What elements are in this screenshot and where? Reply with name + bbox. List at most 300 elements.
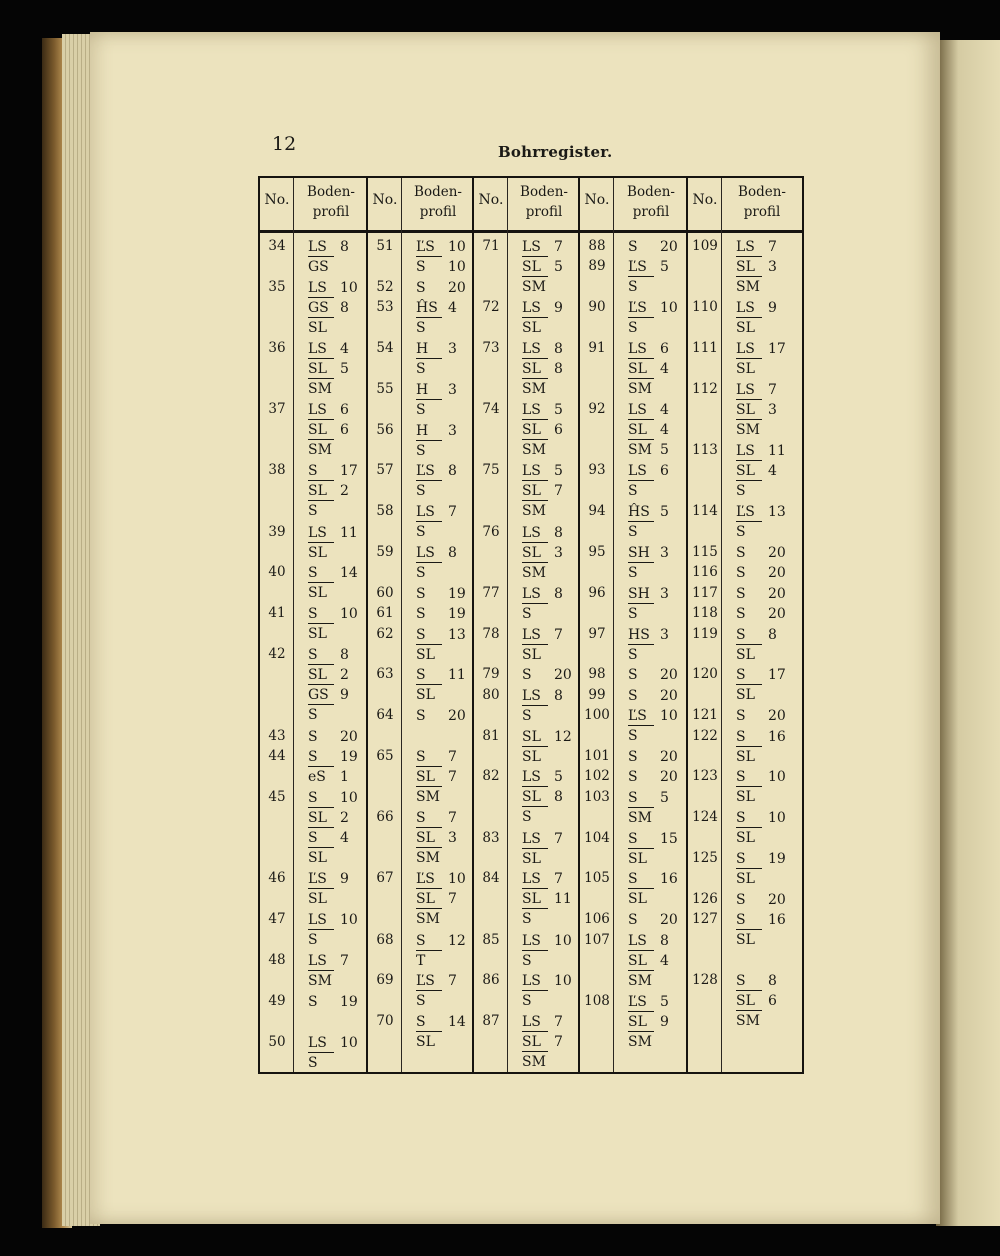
profile-layer [416,400,457,420]
profile-layer [416,931,466,951]
layer-soil-code: SL [736,646,755,663]
layer-depth: 12 [554,728,572,745]
layer-soil-code: S [736,850,762,869]
layer-soil-code: eS [308,769,326,785]
layer-soil-code: SL [308,809,334,828]
profile-layer [736,359,786,379]
profile-layer [736,257,777,277]
soil-profile [628,767,678,787]
layer-depth: 4 [768,463,777,479]
layer-soil-code: SL [522,320,541,337]
layer-soil-code: SM [522,564,546,581]
profile-layer [628,869,678,889]
soil-profile [522,686,563,726]
profile-layer [308,665,349,685]
layer-depth: 10 [340,279,358,296]
soil-profile [522,1012,563,1072]
borehole-number: 90 [588,299,606,316]
profile-layer [308,543,358,563]
borehole-number: 86 [482,972,500,989]
layer-soil-code: S [628,830,654,849]
profile-layer [522,318,563,338]
layer-soil-code: S [416,585,426,602]
layer-soil-code: S [308,1054,318,1071]
soil-profile [628,788,669,828]
layer-soil-code: SL [628,1013,654,1032]
profile-layer [628,318,678,338]
profile-layer [736,298,777,318]
soil-profile [522,339,563,399]
soil-profile [522,869,572,929]
layer-soil-code: SL [522,890,548,909]
layer-soil-code: LS [522,626,548,645]
profile-layer [416,441,457,461]
profile-layer [628,257,669,277]
soil-profile [628,298,678,338]
borehole-number: 81 [482,727,500,744]
soil-profile [308,727,358,747]
profile-layer [522,523,563,543]
borehole-number: 60 [376,584,394,601]
layer-soil-code: S [628,320,638,337]
soil-profile [308,645,349,725]
profile-layer [416,889,466,909]
profile-layer [308,951,349,971]
layer-soil-code: LS [736,238,762,257]
soil-profile [628,829,678,869]
borehole-number: 88 [588,238,606,254]
profile-layer [736,441,786,461]
profile-layer [736,747,786,767]
borehole-number: 63 [376,666,394,683]
layer-depth: 8 [340,239,349,255]
layer-soil-code: LS [308,524,334,543]
soil-profile [308,951,349,991]
layer-soil-code: LS [308,952,334,971]
profile-layer [736,625,777,645]
layer-depth: 16 [768,912,786,929]
layer-depth: 7 [340,953,349,969]
layer-soil-code: SL [522,646,541,663]
layer-depth: 17 [340,463,358,480]
profile-layer [522,807,563,827]
profile-layer [522,706,563,726]
profile-layer [416,1032,466,1052]
profile-layer [308,930,358,950]
layer-soil-code: ĤS [628,503,654,522]
profile-layer [522,1052,563,1072]
layer-soil-code: SL [736,361,755,377]
borehole-number: 62 [376,625,394,642]
profile-layer [308,1053,358,1073]
profile-layer [628,726,678,746]
soil-profile [628,625,669,665]
borehole-number: 103 [584,788,610,805]
profile-layer [736,584,786,604]
borehole-number: 58 [376,503,394,520]
soil-profile [736,237,777,297]
header-bodenprofil: Boden- profil [414,184,462,220]
soil-profile [628,237,678,257]
layer-depth: 10 [768,810,786,827]
soil-profile [308,604,358,644]
layer-soil-code: S [628,667,638,684]
bohrregister-table [258,176,804,1074]
layer-depth: 5 [340,361,349,377]
soil-profile [416,706,466,726]
borehole-number: 38 [268,462,286,479]
profile-layer [628,359,669,379]
soil-profile [628,400,669,460]
layer-soil-code: S [416,932,442,951]
header-no: No. [478,192,504,208]
profile-layer [416,584,466,604]
layer-depth: 6 [340,422,349,439]
profile-layer [416,747,457,767]
profile-layer [416,237,466,257]
profile-layer [308,523,358,543]
profile-layer [736,849,786,869]
profile-layer [308,992,358,1012]
header-bodenprofil: Boden- profil [627,184,675,220]
soil-profile [308,788,358,868]
layer-depth: 5 [554,402,563,419]
layer-depth: 20 [768,545,786,561]
profile-layer [308,828,358,848]
borehole-number: 119 [692,625,718,642]
layer-soil-code: S [628,728,638,745]
profile-layer [628,502,669,522]
soil-profile [736,441,786,501]
layer-soil-code: S [522,911,532,928]
borehole-number: 121 [692,707,718,724]
profile-layer [522,767,563,787]
profile-layer [522,869,572,889]
profile-layer [736,706,786,726]
layer-depth: 20 [448,708,466,725]
borehole-number: 69 [376,972,394,989]
borehole-number: 99 [588,686,606,703]
profile-layer [522,829,563,849]
profile-layer [308,971,349,991]
profile-layer [522,604,563,624]
layer-depth: 2 [340,483,349,500]
borehole-number: 126 [692,890,718,907]
profile-layer [416,787,457,807]
borehole-number: 53 [376,299,394,316]
soil-profile [628,686,678,706]
layer-soil-code: S [736,728,762,747]
borehole-number: 43 [268,727,286,744]
layer-soil-code: S [416,401,426,418]
borehole-number: 50 [268,1033,286,1050]
profile-layer [416,339,457,359]
profile-layer [522,339,563,359]
layer-soil-code: SL [736,992,762,1011]
layer-soil-code: LS [522,932,548,951]
layer-soil-code: SL [308,319,327,336]
profile-layer [416,869,466,889]
layer-depth: 5 [554,769,563,786]
layer-soil-code: SL [416,829,442,848]
borehole-number: 46 [268,870,286,887]
soil-profile [736,380,777,440]
layer-soil-code: LS [522,830,548,849]
profile-layer [736,563,786,583]
layer-depth: 9 [768,300,777,317]
layer-soil-code: S [308,829,334,848]
profile-layer [308,420,349,440]
layer-soil-code: T [416,952,426,969]
layer-soil-code: LS [736,340,762,359]
profile-layer [736,685,786,705]
soil-profile [308,461,358,521]
layer-soil-code: S [628,524,638,541]
layer-depth: 8 [660,932,669,949]
soil-profile [416,931,466,971]
layer-depth: 10 [448,259,466,275]
profile-layer [416,828,457,848]
profile-layer [628,951,669,971]
soil-profile [416,665,466,705]
layer-depth: 15 [660,830,678,847]
layer-depth: 1 [340,769,349,785]
profile-layer [522,971,572,991]
layer-depth: 20 [768,585,786,602]
soil-profile [416,604,466,624]
layer-soil-code: SL [416,1034,435,1051]
layer-depth: 20 [768,708,786,725]
borehole-number: 106 [584,911,610,928]
layer-soil-code: S [628,912,638,929]
borehole-number: 128 [692,972,718,989]
profile-layer [522,420,563,440]
layer-soil-code: LS [628,462,654,481]
layer-depth: 20 [660,687,678,704]
layer-soil-code: S [736,911,762,930]
layer-depth: 19 [340,993,358,1010]
layer-soil-code: SL [522,850,541,867]
borehole-number: 114 [692,503,718,520]
profile-layer [736,339,786,359]
borehole-number: 74 [482,401,500,418]
soil-profile [736,298,777,338]
layer-depth: 16 [660,871,678,888]
profile-layer [736,665,786,685]
layer-soil-code: S [736,891,746,908]
soil-profile [416,237,466,277]
profile-layer [308,910,358,930]
layer-depth: 8 [340,647,349,663]
profile-layer [628,1032,669,1052]
layer-soil-code: SL [522,360,548,379]
soil-profile [736,502,786,542]
profile-layer [308,237,349,257]
layer-soil-code: SL [736,258,762,277]
soil-profile [522,931,572,971]
borehole-number: 79 [482,666,500,683]
layer-soil-code: S [522,993,532,1010]
soil-profile [416,421,457,461]
layer-soil-code: LS [522,238,548,257]
layer-soil-code: SM [736,1013,760,1030]
layer-depth: 19 [448,606,466,623]
profile-layer [522,747,572,767]
profile-layer [522,543,563,563]
borehole-number: 123 [692,768,718,785]
layer-soil-code: SM [522,279,546,295]
layer-soil-code: SM [628,1033,652,1050]
soil-profile [308,1033,358,1073]
profile-layer [308,481,358,501]
layer-soil-code: S [308,728,318,745]
soil-profile [522,829,563,869]
layer-soil-code: LS [522,1013,548,1032]
profile-layer [416,298,457,318]
profile-layer [628,522,669,542]
soil-profile [416,502,457,542]
layer-soil-code: SL [308,482,334,501]
profile-layer [628,767,678,787]
profile-layer [308,788,358,808]
layer-soil-code: SL [736,687,755,704]
layer-depth: 5 [660,993,669,1010]
profile-layer [416,461,457,481]
profile-layer [736,890,786,910]
layer-soil-code: ĽS [308,870,334,889]
layer-depth: 20 [768,891,786,908]
layer-depth: 17 [768,341,786,357]
borehole-number: 40 [268,564,286,581]
borehole-number: 108 [584,992,610,1009]
layer-soil-code: S [628,279,638,296]
profile-layer [628,379,669,399]
borehole-number: 118 [692,605,718,622]
layer-depth: 7 [448,769,457,785]
soil-profile [308,747,358,787]
soil-profile [522,298,563,338]
borehole-number: 52 [376,278,394,295]
layer-soil-code: SL [736,462,762,481]
layer-soil-code: S [416,361,426,377]
profile-layer [628,400,669,420]
soil-profile [416,584,466,604]
layer-depth: 20 [660,667,678,684]
layer-soil-code: SL [308,666,334,685]
soil-profile [628,257,669,297]
layer-soil-code: LS [308,340,334,359]
layer-soil-code: S [416,748,442,767]
soil-profile [628,992,669,1052]
soil-profile [628,665,678,685]
borehole-number: 36 [268,340,286,356]
borehole-number: 84 [482,870,500,887]
profile-layer [308,767,358,787]
layer-soil-code: SL [522,788,548,807]
layer-soil-code: LS [736,381,762,400]
soil-profile [628,869,678,909]
layer-soil-code: SL [736,830,755,847]
layer-depth: 6 [768,993,777,1010]
layer-soil-code: SL [308,626,327,643]
profile-layer [736,277,777,297]
profile-layer [522,991,572,1011]
layer-depth: 10 [554,973,572,990]
layer-soil-code: SM [308,442,332,459]
borehole-number: 122 [692,727,718,744]
profile-layer [628,747,678,767]
soil-profile [416,339,457,379]
layer-depth: 2 [340,809,349,826]
borehole-number: 48 [268,952,286,968]
profile-layer [736,1011,777,1031]
profile-layer [308,400,349,420]
borehole-number: 68 [376,931,394,948]
profile-layer [736,645,777,665]
layer-soil-code: S [736,972,762,991]
layer-soil-code: S [308,932,318,949]
layer-depth: 4 [340,341,349,357]
soil-profile [522,971,572,1011]
borehole-number: 61 [376,605,394,622]
soil-profile [522,237,563,297]
profile-layer [736,991,777,1011]
layer-soil-code: SL [522,421,548,440]
layer-depth: 10 [448,239,466,255]
layer-depth: 10 [340,789,358,806]
profile-layer [308,727,358,747]
layer-soil-code: H [416,422,442,441]
layer-soil-code: S [736,708,746,725]
layer-soil-code: S [416,708,426,725]
profile-layer [628,420,669,440]
profile-layer [416,481,457,501]
borehole-number: 54 [376,340,394,356]
layer-depth: 20 [768,606,786,623]
layer-soil-code: S [628,565,638,581]
profile-layer [416,563,457,583]
layer-soil-code: SH [628,544,654,563]
layer-soil-code: S [736,606,746,623]
layer-soil-code: S [416,442,426,459]
profile-layer [736,808,786,828]
layer-depth: 3 [768,401,777,418]
profile-layer [416,909,466,929]
borehole-number: 37 [268,401,286,418]
layer-depth: 11 [340,524,358,541]
soil-profile [736,767,786,807]
profile-layer [736,481,786,501]
layer-soil-code: S [522,809,532,826]
layer-soil-code: ĽS [416,462,442,481]
layer-soil-code: S [628,483,638,500]
layer-soil-code: S [628,646,638,663]
layer-depth: 19 [448,585,466,602]
profile-layer [416,278,466,298]
layer-soil-code: H [416,381,442,400]
layer-soil-code: SL [736,401,762,420]
layer-soil-code: SM [522,381,546,397]
soil-profile [736,543,786,563]
profile-layer [416,685,466,705]
profile-layer [416,522,457,542]
soil-profile [308,869,349,909]
layer-soil-code: S [736,626,762,645]
layer-depth: 10 [340,912,358,929]
profile-layer [416,991,457,1011]
profile-layer [628,1012,669,1032]
borehole-number: 70 [376,1013,394,1030]
